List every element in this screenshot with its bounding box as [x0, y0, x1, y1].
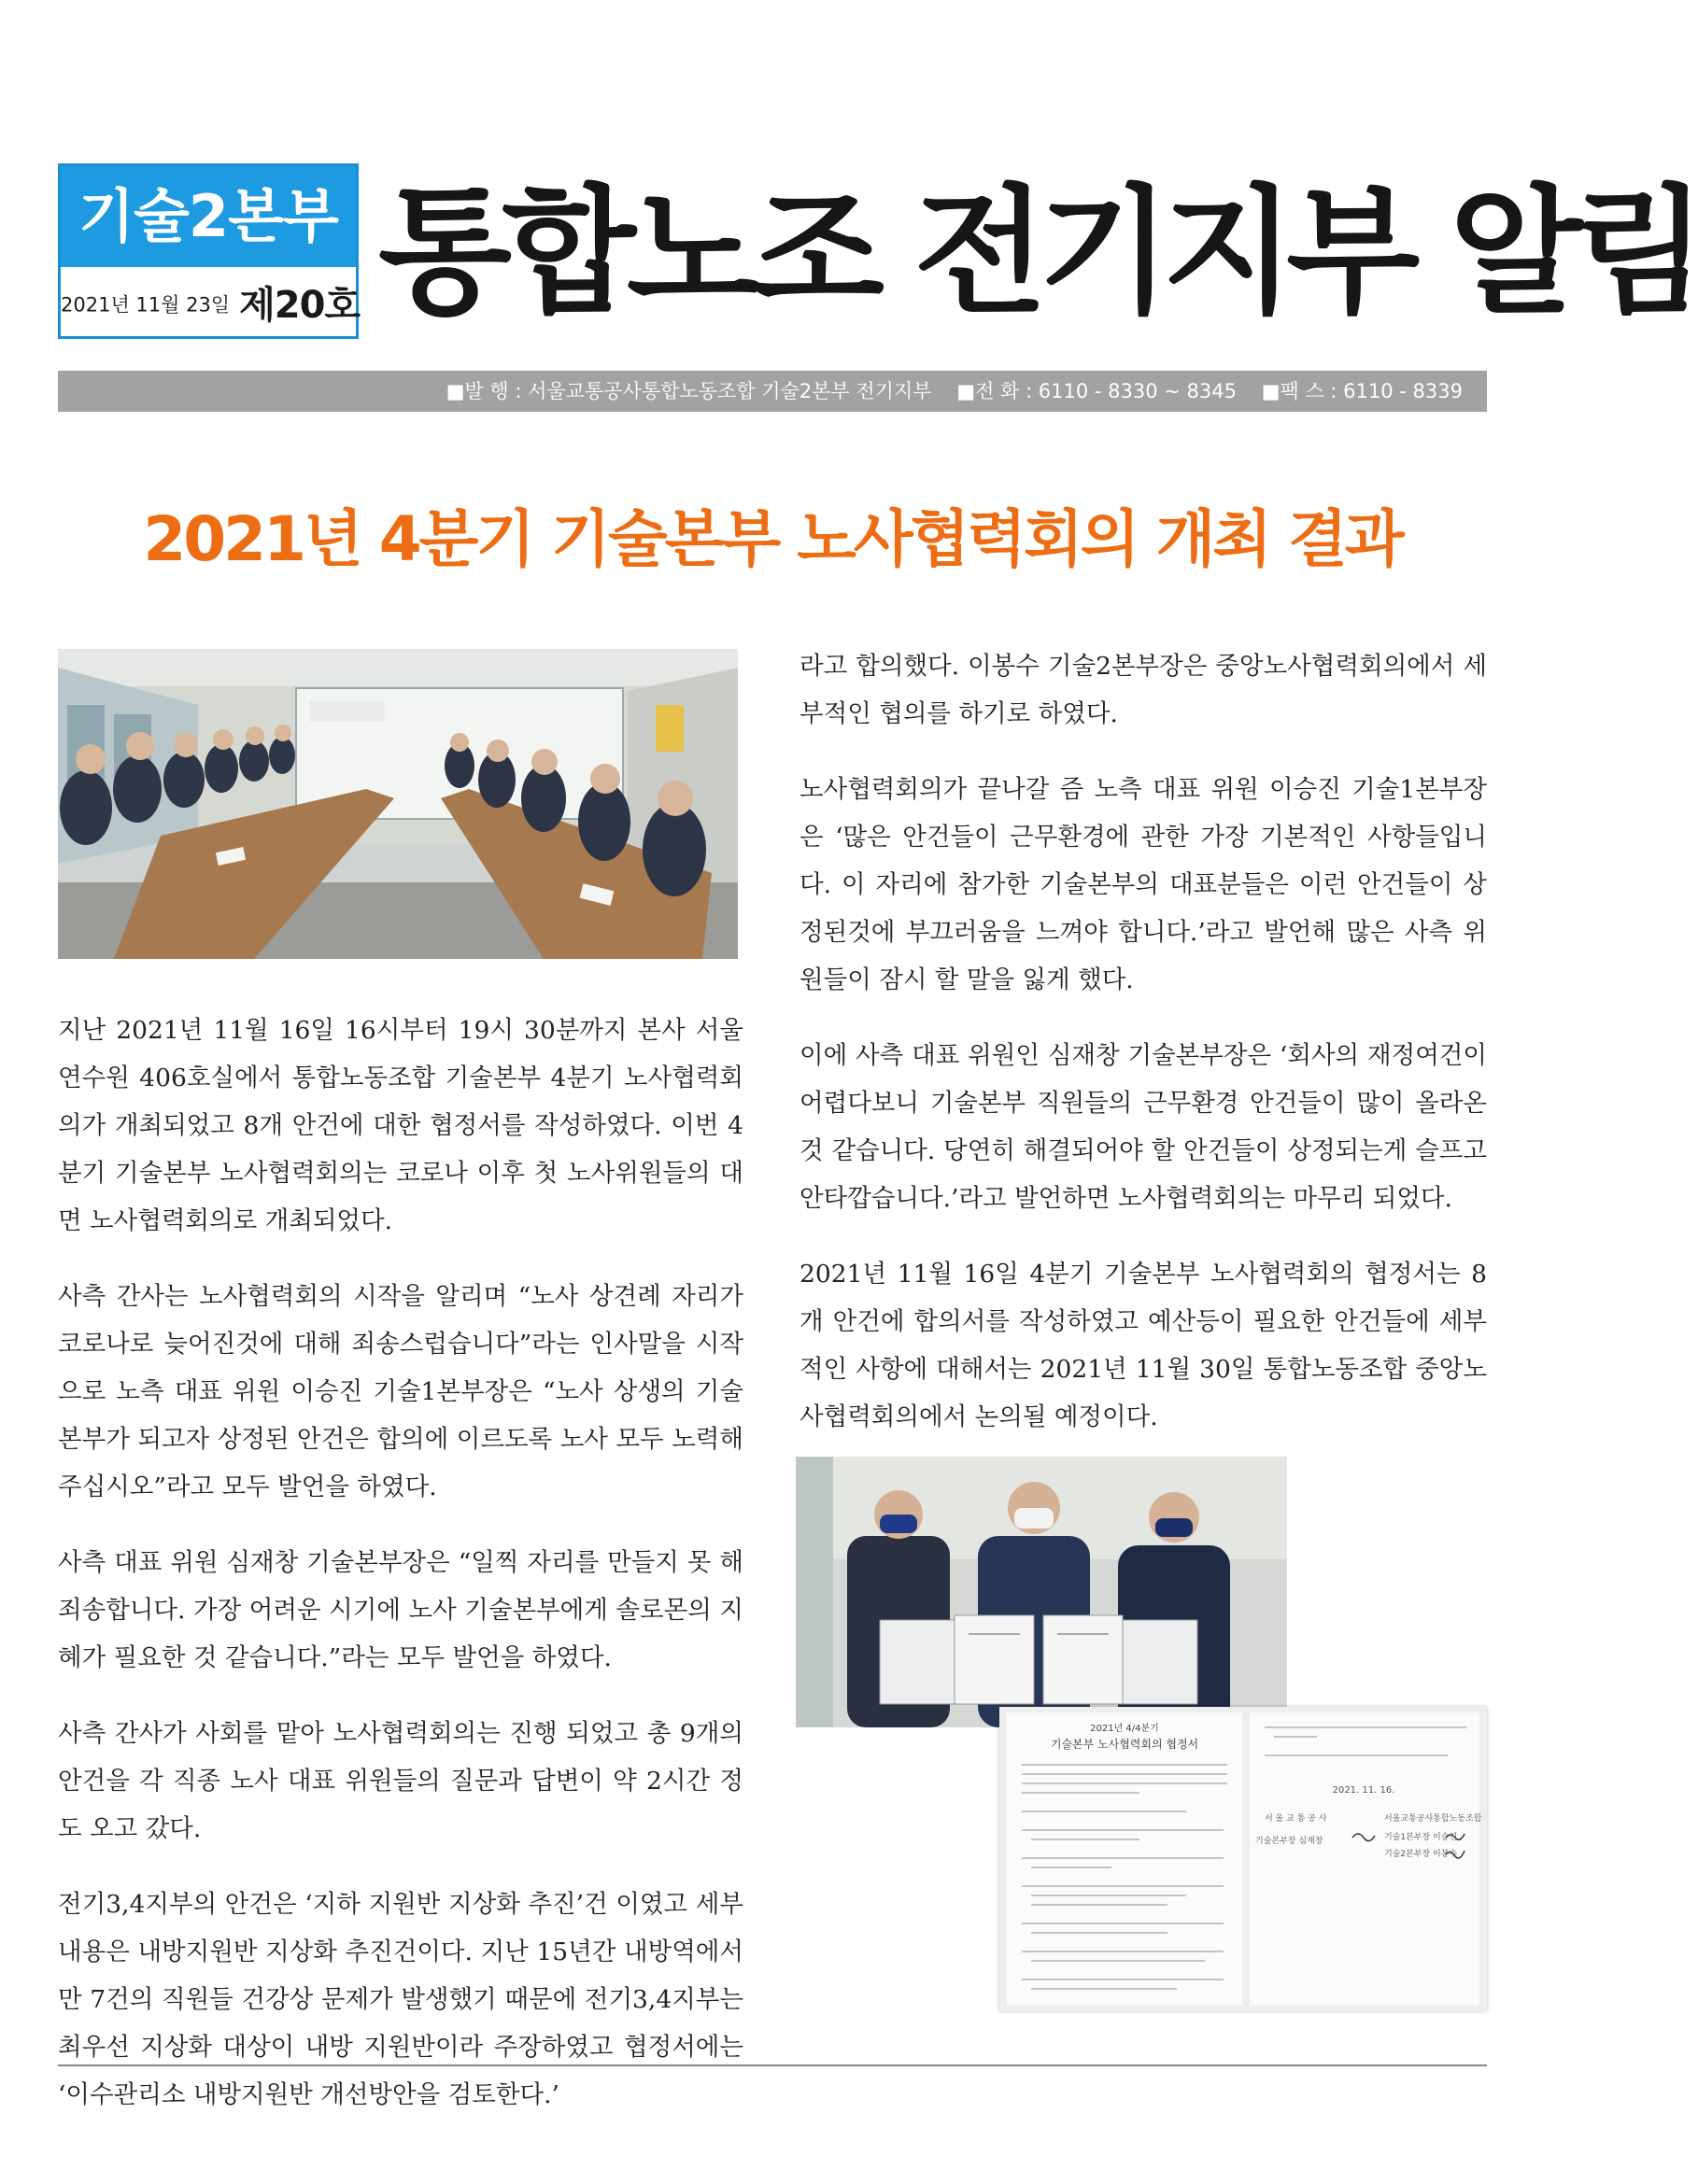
signing-photo [796, 1457, 1287, 1727]
article-paragraph: 지난 2021년 11월 16일 16시부터 19시 30분까지 본사 서울연수원 406호실에서 통합노동조합 기술본부 4분기 노사협력회의가 개최되었고 8개 안건에 대한 협정서를 작성하였다. 이번 4분기 기술본부 노사협력회의는 코로나 이후 첫 노사위원들의 대면 노사협력회의로 개최되었다. [58, 1016, 743, 1235]
phone-text: ■전 화 : 6110 - 8330 ~ 8345 [956, 380, 1237, 402]
document-heading-line1: 2021년 4/4분기 [1090, 1724, 1159, 1734]
document-signer-right-2: 기술2본부장 이봉수 [1384, 1850, 1458, 1859]
article-paragraph: 이에 사측 대표 위원인 심재창 기술본부장은 ‘회사의 재정여건이 어렵다보니 기술본부 직원들의 근무환경 안건들이 많이 올라온 것 같습니다. 당연히 해결되어야 할 안건들이 상정되는게 슬프고 안타깝습니다.’라고 발언하면 노사협력회의는 마무리 되었다. [799, 1041, 1487, 1213]
agreement-document-photo [999, 1707, 1487, 2011]
section-badge-label: 기술2본부 [61, 166, 356, 267]
article-paragraph: 사측 대표 위원 심재창 기술본부장은 “일찍 자리를 만들지 못 해 죄송합니다. 가장 어려운 시기에 노사 기술본부에게 솔로몬의 지혜가 필요한 것 같습니다.”라는 모두 발언을 하였다. [58, 1548, 743, 1672]
article-right-column [799, 642, 1487, 1469]
article-paragraph: 사측 간사가 사회를 맡아 노사협력회의는 진행 되었고 총 9개의 안건을 각 직종 노사 대표 위원들의 질문과 답변이 약 2시간 정도 오고 갔다. [58, 1719, 743, 1843]
article-left-column [58, 1007, 743, 2147]
article-paragraph: 라고 합의했다. 이봉수 기술2본부장은 중앙노사협력회의에서 세부적인 협의를 하기로 하였다. [799, 652, 1487, 728]
document-org: 서울교통공사통합노동조합 [1384, 1814, 1482, 1824]
issue-number: 제20호 [239, 283, 361, 327]
document-heading-line2: 기술본부 노사협력회의 협정서 [1050, 1738, 1199, 1751]
article-paragraph: 노사협력회의가 끝나갈 즘 노측 대표 위원 이승진 기술1본부장은 ‘많은 안건들이 근무환경에 관한 가장 기본적인 사항들입니다. 이 자리에 참가한 기술본부의 대표분들은 이런 안건들이 상정된것에 부끄러움을 느껴야 합니다.’라고 발언해 많은 사측 위원들이 잠시 할 말을 잃게 했다. [799, 775, 1487, 994]
document-signer-right-1: 기술1본부장 이승진 [1384, 1833, 1458, 1842]
document-date: 2021. 11. 16. [1332, 1785, 1395, 1796]
issue-date: 2021년 11월 23일 [61, 293, 231, 317]
document-signer-left: 기술본부장 심재창 [1255, 1837, 1323, 1846]
publisher-info-bar [58, 371, 1487, 412]
article-paragraph: 사측 간사는 노사협력회의 시작을 알리며 “노사 상견례 자리가 코로나로 늦어진것에 대해 죄송스럽습니다”라는 인사말을 시작으로 노측 대표 위원 이승진 기술1본부장은 “노사 상생의 기술본부가 되고자 상정된 안건은 합의에 이르도록 노사 모두 노력해 주십시오”라고 모두 발언을 하였다. [58, 1282, 743, 1501]
publisher-text: ■발 행 : 서울교통공사통합노동조합 기술2본부 전기지부 [446, 380, 932, 402]
section-badge [58, 163, 359, 339]
article-paragraph: 2021년 11월 16일 4분기 기술본부 노사협력회의 협정서는 8개 안건에 합의서를 작성하였고 예산등이 필요한 안건들에 세부적인 사항에 대해서는 2021년 11월 30일 통합노동조합 중앙노사협력회의에서 논의될 예정이다. [799, 1260, 1487, 1431]
article-headline: 2021년 4분기 기술본부 노사협력회의 개최 결과 [143, 503, 1402, 575]
article-paragraph: 전기3,4지부의 안건은 ‘지하 지원반 지상화 추진’건 이였고 세부내용은 내방지원반 지상화 추진건이다. 지난 15년간 내방역에서만 7건의 직원들 건강상 문제가 발생했기 때문에 전기3,4지부는 최우선 지상화 대상이 내방 지원반이라 주장하였고 협정서에는 ‘이수관리소 내방지원반 개선방안을 검토한다.’ [58, 1890, 743, 2109]
meeting-photo [58, 649, 738, 959]
fax-text: ■팩 스 : 6110 - 8339 [1261, 380, 1463, 402]
issue-info [61, 271, 361, 338]
newsletter-title: 통합노조 전기지부 알림 [378, 172, 1698, 332]
document-side-left: 서 울 교 통 공 사 [1265, 1814, 1327, 1824]
footer-divider [58, 2064, 1487, 2066]
